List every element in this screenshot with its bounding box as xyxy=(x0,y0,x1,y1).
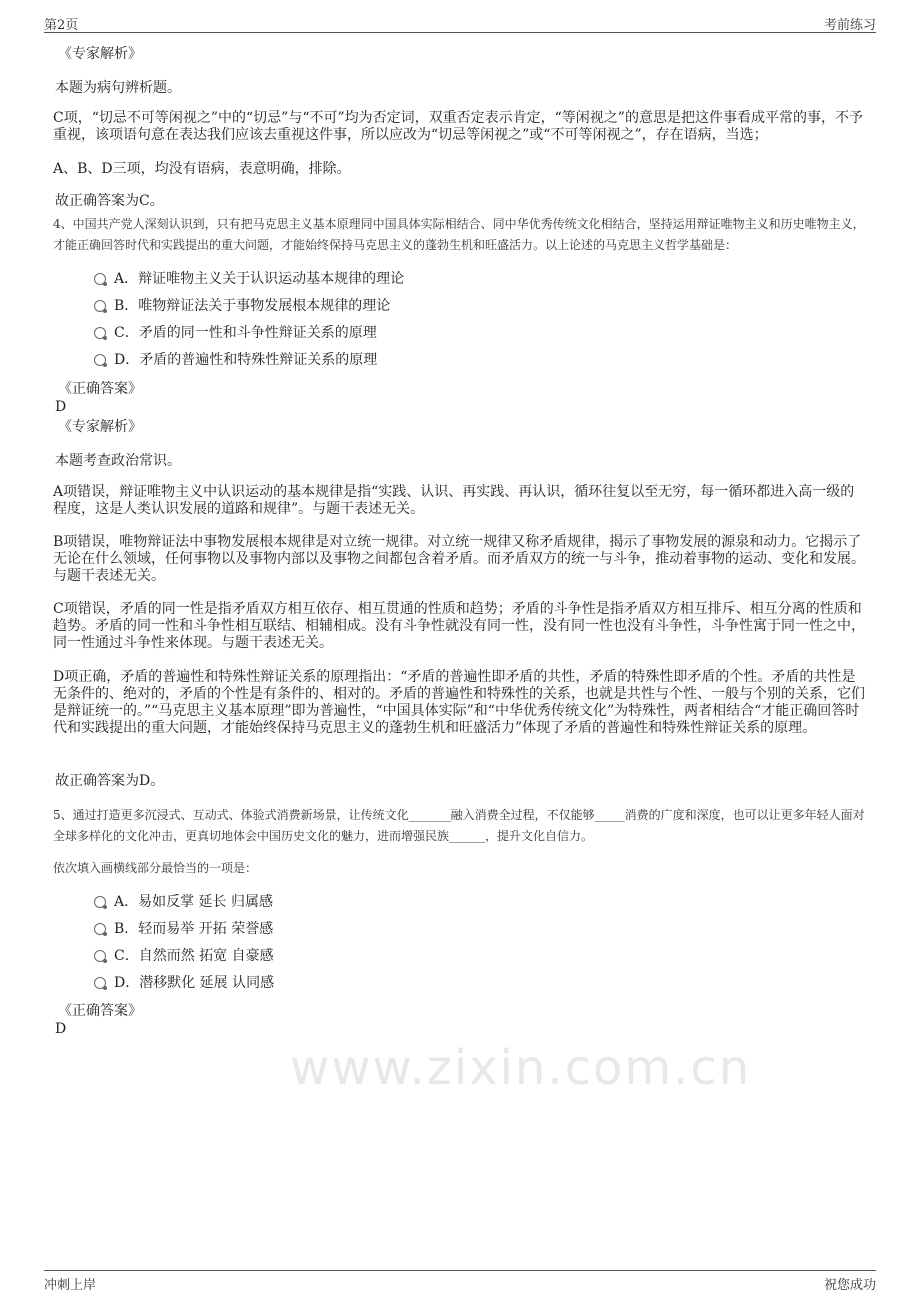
q4-answer: D xyxy=(55,399,67,415)
radio-icon xyxy=(94,950,106,962)
q3-analysis-p3: A、B、D三项，均没有语病，表意明确，排除。 xyxy=(53,161,351,177)
q3-answer-line: 故正确答案为C。 xyxy=(55,193,164,209)
q3-analysis-p2: C项，“切忌不可等闲视之”中的“切忌”与“不可”均为否定词，双重否定表示肯定，“等闲视之”的意思是把这件事看成平常的事，不予重视，该项语句意在表达我们应该去重视这件事，所以应改为“切忌等闲视之”或“不可等闲视之”，存在语病，当选； xyxy=(53,110,863,143)
radio-icon xyxy=(94,923,106,935)
q5-option-a[interactable]: A．易如反掌 延长 归属感 xyxy=(94,892,273,912)
radio-icon xyxy=(94,354,106,366)
radio-icon xyxy=(94,327,106,339)
q3-analysis-title: 《专家解析》 xyxy=(58,46,142,62)
q4-option-a[interactable]: A．辩证唯物主义关于认识运动基本规律的理论 xyxy=(94,269,404,289)
page-footer xyxy=(44,1270,876,1293)
q4-option-c[interactable]: C．矛盾的同一性和斗争性辩证关系的原理 xyxy=(94,323,377,343)
q5-option-d[interactable]: D．潜移默化 延展 认同感 xyxy=(94,973,274,993)
page-number: 第2页 xyxy=(44,18,79,33)
footer-left: 冲刺上岸 xyxy=(44,1278,97,1293)
q5-stem: 5、通过打造更多沉浸式、互动式、体验式消费新场景，让传统文化_______融入消费全过程，不仅能够_____消费的广度和深度，也可以让更多年轻人面对全球多样化的文化冲击，更真切地体会中国历史文化的魅力，进而增强民族______，提升文化自信力。 xyxy=(53,808,865,843)
radio-icon xyxy=(94,896,106,908)
q5-option-b[interactable]: B．轻而易举 开拓 荣誉感 xyxy=(94,919,273,939)
q4-analysis-title: 《专家解析》 xyxy=(58,419,142,435)
q4-analysis-p4: C项错误，矛盾的同一性是指矛盾双方相互依存、相互贯通的性质和趋势；矛盾的斗争性是指矛盾双方相互排斥、相互分离的性质和趋势。矛盾的同一性和斗争性相互联结、相辅相成。没有斗争性就没有同一性，没有同一性也没有斗争性，斗争性寓于同一性之中，同一性通过斗争性来体现。与题干表述无关。 xyxy=(53,601,865,651)
q4-answer-title: 《正确答案》 xyxy=(58,381,142,397)
q5-prompt: 依次填入画横线部分最恰当的一项是： xyxy=(53,861,258,875)
page-header xyxy=(44,14,876,33)
q4-analysis-p5: D项正确，矛盾的普遍性和特殊性辩证关系的原理指出：“矛盾的普遍性即矛盾的共性，矛盾的特殊性即矛盾的个性。矛盾的共性是无条件的、绝对的，矛盾的个性是有条件的、相对的。矛盾的普遍性和特殊性的关系，也就是共性与个性、一般与个别的关系，它们是辩证统一的。”“马克思主义基本原理”即为普遍性，“中国具体实际”和“中华优秀传统文化”为特殊性，两者相结合“才能正确回答时代和实践提出的重大问题，才能始终保持马克思主义的蓬勃生机和旺盛活力”体现了矛盾的普遍性和特殊性辩证关系的原理。 xyxy=(53,669,865,736)
radio-icon xyxy=(94,273,106,285)
watermark: www.zixin.com.cn xyxy=(290,1040,752,1096)
q5-option-c[interactable]: C．自然而然 拓宽 自豪感 xyxy=(94,946,274,966)
q5-answer: D xyxy=(55,1021,67,1037)
q4-option-d[interactable]: D．矛盾的普遍性和特殊性辩证关系的原理 xyxy=(94,350,377,370)
q4-option-b[interactable]: B．唯物辩证法关于事物发展根本规律的理论 xyxy=(94,296,390,316)
q4-analysis-p2: A项错误，辩证唯物主义中认识运动的基本规律是指“实践、认识、再实践、再认识，循环往复以至无穷，每一循环都进入高一级的程度，这是人类认识发展的道路和规律”。与题干表述无关。 xyxy=(53,484,855,517)
q4-analysis-p1: 本题考查政治常识。 xyxy=(55,453,181,469)
radio-icon xyxy=(94,977,106,989)
footer-right: 祝您成功 xyxy=(823,1278,876,1293)
q5-answer-title: 《正确答案》 xyxy=(58,1003,142,1019)
header-title: 考前练习 xyxy=(823,18,876,33)
radio-icon xyxy=(94,300,106,312)
q4-stem: 4、中国共产党人深刻认识到，只有把马克思主义基本原理同中国具体实际相结合、同中华优秀传统文化相结合，坚持运用辩证唯物主义和历史唯物主义，才能正确回答时代和实践提出的重大问题，才能始终保持马克思主义的蓬勃生机和旺盛活力。以上论述的马克思主义哲学基础是： xyxy=(53,217,865,252)
q4-answer-line: 故正确答案为D。 xyxy=(55,773,165,789)
q4-analysis-p3: B项错误，唯物辩证法中事物发展根本规律是对立统一规律。对立统一规律又称矛盾规律，揭示了事物发展的源泉和动力。它揭示了无论在什么领域，任何事物以及事物内部以及事物之间都包含着矛盾。而矛盾双方的统一与斗争，推动着事物的运动、变化和发展。与题干表述无关。 xyxy=(53,534,865,584)
q3-analysis-p1: 本题为病句辨析题。 xyxy=(55,80,181,96)
